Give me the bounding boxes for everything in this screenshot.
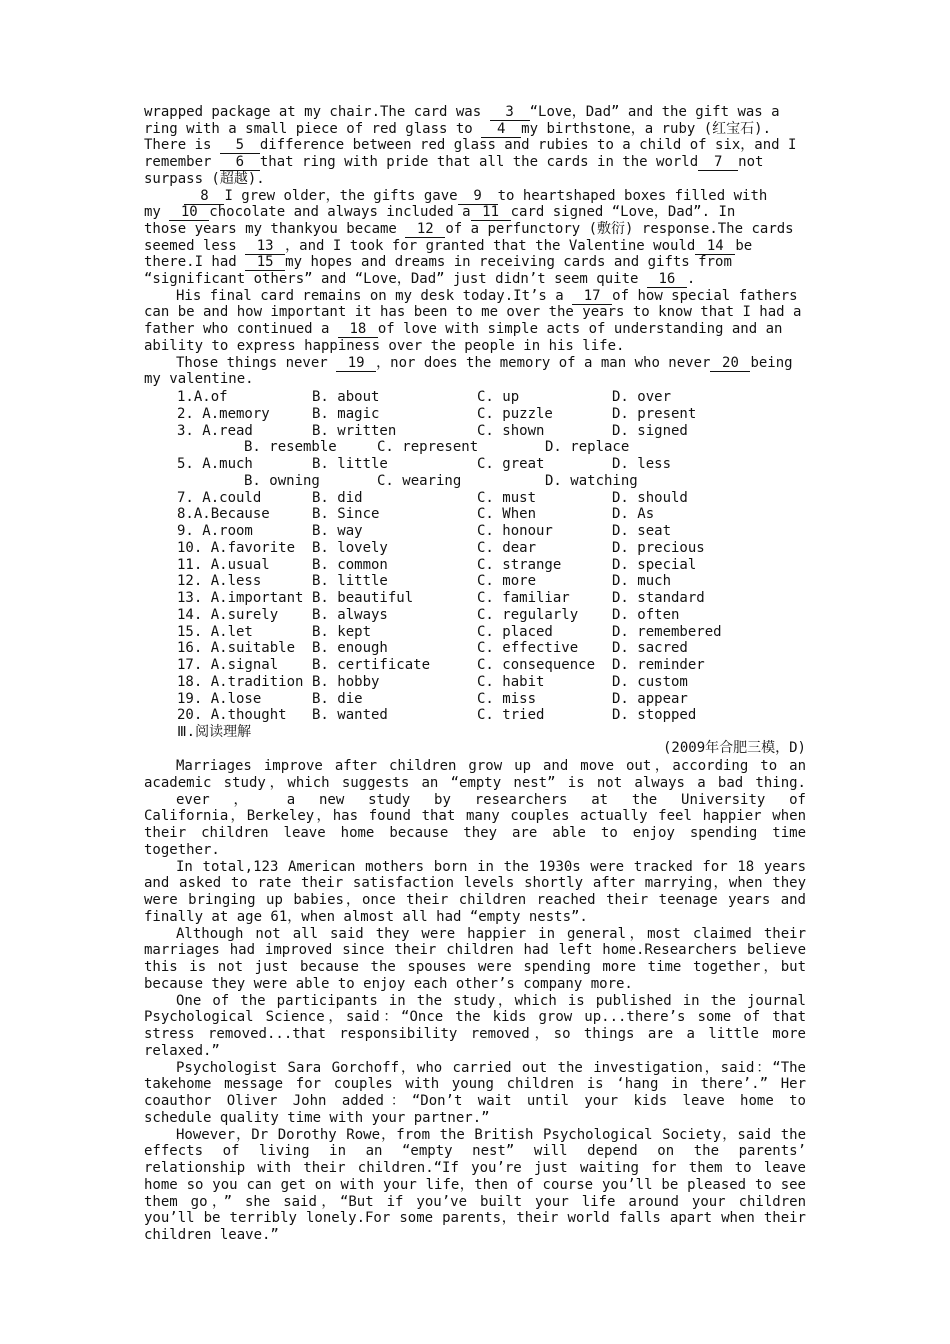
option-a: 19. A.lose [177, 690, 262, 707]
option-d: D. much [612, 573, 672, 590]
passage-text: “Love，Dad” and the gift was a [529, 104, 780, 120]
option-d: D. should [612, 489, 688, 506]
passage-text: my [144, 204, 161, 221]
option-c: C. wearing [377, 472, 462, 489]
passage-line [144, 204, 806, 221]
option-c: C. When [477, 506, 537, 523]
option-row [177, 439, 817, 456]
option-b: B. lovely [312, 539, 388, 556]
answer-blank: 20 [710, 356, 750, 372]
answer-blank: 6 [220, 155, 260, 171]
option-row [177, 707, 817, 724]
passage-text: ability to express happiness over the people in his life. [144, 337, 625, 354]
option-d: D. replace [545, 439, 630, 456]
answer-blank: 18 [338, 322, 378, 338]
passage-text: of how special fathers [612, 287, 798, 304]
option-b: B. did [312, 489, 363, 506]
option-row [177, 456, 817, 473]
option-c: C. honour [477, 523, 553, 539]
option-b: B. always [312, 606, 388, 623]
passage-text: can be and how important it has been to me over the years to know that I had a [144, 304, 802, 321]
option-a: 14. A.surely [177, 606, 279, 623]
passage-text: my birthstone，a ruby (红宝石). [521, 120, 772, 137]
option-b: B. little [312, 456, 388, 472]
option-c: C. shown [477, 422, 545, 439]
option-b: B. common [312, 556, 388, 573]
option-a: 3. A.read [177, 422, 253, 439]
passage-line [144, 171, 806, 188]
reading-line: schedule quality time with your partner.” [144, 1109, 490, 1126]
option-d: D. As [612, 506, 655, 523]
reading-line: this is not just because the spouses were spending more time together，but [144, 959, 806, 975]
option-d: D. precious [612, 539, 705, 556]
answer-blank: 8 [184, 189, 224, 205]
passage-text: ，nor does the memory of a man who never [376, 354, 711, 371]
option-row [177, 657, 817, 674]
option-a: 16. A.suitable [177, 640, 296, 657]
passage-line [144, 338, 806, 355]
passage-line [144, 238, 806, 255]
option-a: 2. A.memory [177, 405, 270, 422]
reading-line: Psychological Science，said：“Once the kids grow up...there’s some of that [144, 1009, 806, 1026]
passage-line [144, 104, 806, 121]
option-c: C. represent [377, 439, 479, 456]
option-c: C. placed [477, 623, 553, 640]
passage-text: ，and I took for granted that the Valentine would [285, 237, 696, 254]
passage-line [144, 137, 806, 154]
passage-text: Those things never [176, 354, 328, 371]
passage-text: of a perfunctory (敷衍) response.The cards [445, 220, 794, 237]
reading-line: their children leave home because they are able to enjoy spending time [144, 825, 806, 841]
passage-line [144, 321, 806, 338]
option-row [177, 691, 817, 708]
reading-line: However，Dr Dorothy Rowe，from the British Psychological Society，said the [176, 1126, 806, 1143]
passage-line [144, 121, 806, 138]
passage-line [144, 254, 806, 271]
option-d: D. less [612, 456, 672, 472]
option-a: 13. A.important [177, 590, 304, 606]
passage-text: remember [144, 154, 212, 171]
answer-blank: 3 [490, 105, 530, 121]
option-c: C. must [477, 489, 537, 506]
option-b: B. magic [312, 405, 380, 422]
answer-blank: 19 [336, 356, 376, 372]
option-b: B. resemble [244, 439, 337, 456]
option-a: 20. A.thought [177, 707, 287, 724]
reading-line: because they were able to enjoy each other’s company more. [144, 975, 633, 992]
option-a: 8.A.Because [177, 506, 270, 523]
reading-line: relationship with their children.“If you’re just waiting for them to leave [144, 1160, 806, 1176]
section-title: Ⅲ.阅读理解 [177, 724, 252, 740]
reading-line: were bringing up babies，once their children reached their teenage years and [144, 892, 806, 908]
passage-text: surpass (超越). [144, 170, 265, 187]
passage-text: there.I had [144, 254, 237, 271]
option-b: B. wanted [312, 707, 388, 724]
option-c: C. dear [477, 539, 537, 556]
option-d: D. appear [612, 690, 688, 707]
option-b: B. enough [312, 640, 388, 657]
option-a: 11. A.usual [177, 556, 270, 573]
reading-line: marriages had improved since their children had left home.Researchers believe [144, 942, 806, 959]
option-a: 12. A.less [177, 573, 262, 590]
passage-text: difference between red glass and rubies to a child of six，and I [259, 137, 797, 154]
option-b: B. about [312, 389, 380, 405]
answer-blank: 14 [695, 239, 735, 255]
passage-line [144, 154, 806, 171]
option-d: D. seat [612, 523, 672, 539]
passage-text: father who continued a [144, 321, 330, 338]
option-c: C. more [477, 573, 537, 590]
answer-blank: 12 [405, 222, 445, 238]
source-note: (2009年合肥三模，D) [662, 740, 806, 756]
option-row [177, 540, 817, 557]
option-c: C. great [477, 456, 545, 472]
option-row [177, 406, 817, 423]
reading-line: finally at age 61，when almost all had “empty nests”. [144, 908, 588, 925]
passage-line [144, 271, 806, 288]
option-d: D. often [612, 606, 680, 623]
option-d: D. signed [612, 422, 688, 439]
passage-text: “significant others” and “Love，Dad” just didn’t seem quite [144, 271, 639, 287]
passage-line [144, 355, 806, 372]
option-row [177, 607, 817, 624]
passage-text: I grew older，the gifts gave [224, 187, 458, 204]
option-d: D. remembered [612, 623, 722, 640]
passage-text: my valentine. [144, 371, 254, 388]
passage-text: card signed “Love，Dad”. In [510, 204, 736, 221]
answer-blank: 11 [471, 205, 511, 221]
passage-text: There is [144, 137, 212, 154]
option-d: D. special [612, 556, 697, 573]
passage-text: chocolate and always included a [209, 204, 471, 221]
option-c: C. consequence [477, 657, 596, 673]
answer-blank: 7 [698, 155, 738, 171]
answer-blank: 4 [481, 122, 521, 138]
option-d: D. over [612, 389, 672, 405]
passage-line [144, 371, 806, 388]
option-b: B. hobby [312, 673, 380, 690]
reading-line: them go，” she said，“But if you’ve built your life around your children [144, 1193, 806, 1210]
option-b: B. written [312, 422, 397, 439]
reading-line: In total,123 American mothers born in the 1930s were tracked for 18 years [176, 858, 806, 875]
option-d: D. reminder [612, 657, 705, 673]
option-row [177, 389, 817, 406]
option-a: 1.A.of [177, 389, 228, 405]
option-c: C. tried [477, 707, 545, 724]
passage-text: His final card remains on my desk today.It’s a [176, 287, 564, 304]
option-row [177, 590, 817, 607]
passage-text: not [738, 154, 764, 171]
option-row [177, 557, 817, 574]
option-row [177, 573, 817, 590]
answer-blank: 5 [220, 138, 260, 154]
option-a: 9. A.room [177, 523, 253, 539]
option-d: D. standard [612, 590, 705, 606]
passage-line [144, 188, 806, 205]
reading-line: relaxed.” [144, 1042, 220, 1059]
passage-line [144, 304, 806, 321]
reading-line: One of the participants in the study，which is published in the journal [176, 992, 806, 1009]
option-c: C. puzzle [477, 405, 553, 422]
option-c: C. effective [477, 640, 579, 657]
reading-line: takehome message for couples with young children is ‘hang in there’.” Her [144, 1076, 806, 1093]
option-b: B. Since [312, 506, 380, 523]
reading-line: coauthor Oliver John added：“Don’t wait until your kids leave home to [144, 1093, 806, 1109]
option-row [177, 624, 817, 641]
reading-line: children leave.” [144, 1227, 279, 1243]
reading-line: you’ll be terribly lonely.For some parents，their world falls apart when their [144, 1210, 806, 1227]
option-d: D. watching [545, 472, 638, 489]
answer-blank: 13 [245, 239, 285, 255]
answer-blank: 9 [458, 189, 498, 205]
option-b: B. certificate [312, 657, 431, 673]
option-d: D. present [612, 405, 697, 422]
option-b: B. owning [244, 472, 320, 489]
option-row [177, 490, 817, 507]
passage-text: of love with simple acts of understanding and an [377, 321, 783, 338]
answer-blank: 17 [572, 289, 612, 305]
reading-line: Marriages improve after children grow up and move out，according to an [176, 758, 806, 774]
answer-blank: 10 [169, 205, 209, 221]
passage-text: wrapped package at my chair.The card was [144, 104, 482, 120]
option-b: B. way [312, 523, 363, 539]
option-a: 7. A.could [177, 489, 262, 506]
reading-line: together. [144, 841, 220, 858]
option-a: 10. A.favorite [177, 539, 296, 556]
option-c: C. familiar [477, 590, 570, 606]
reading-line: effects of living in an “empty nest” will depend on the parents’ [144, 1143, 806, 1160]
option-a: 18. A.tradition [177, 673, 304, 690]
answer-blank: 15 [245, 255, 285, 271]
reading-line: home so you can get on with your life，then of course you’ll be pleased to see [144, 1176, 806, 1193]
reading-line: Although not all said they were happier in general，most claimed their [176, 925, 806, 942]
reading-line: academic study，which suggests an “empty nest” is not always a bad thing. [144, 774, 806, 791]
option-a: 5. A.much [177, 456, 253, 472]
option-c: C. regularly [477, 606, 579, 623]
option-a: 15. A.let [177, 623, 253, 640]
option-row [177, 523, 817, 540]
passage-text: that ring with pride that all the cards in the world [259, 154, 699, 171]
passage-text: being [750, 354, 793, 371]
option-c: C. strange [477, 556, 562, 573]
option-row [177, 423, 817, 440]
option-row [177, 473, 817, 490]
reading-line: ever ， a new study by researchers at the University of [176, 791, 806, 808]
option-b: B. die [312, 690, 363, 707]
passage-text: those years my thankyou became [144, 220, 397, 237]
reading-line: Psychologist Sara Gorchoff，who carried out the investigation，said：“The [176, 1059, 806, 1076]
passage-text: be [735, 237, 753, 254]
option-row [177, 640, 817, 657]
reading-line: and asked to rate their satisfaction levels shortly after marrying，when they [144, 875, 806, 892]
reading-line: stress removed...that responsibility removed，so things are a little more [144, 1026, 806, 1042]
reading-line: California，Berkeley，has found that many couples actually feel happier when [144, 808, 806, 825]
option-row [177, 674, 817, 691]
option-b: B. kept [312, 623, 372, 640]
option-c: C. up [477, 389, 520, 405]
passage-text: . [686, 271, 696, 287]
passage-text: seemed less [144, 237, 237, 254]
option-a: 17. A.signal [177, 657, 279, 673]
option-d: D. sacred [612, 640, 688, 657]
passage-line [144, 221, 806, 238]
option-b: B. beautiful [312, 590, 414, 606]
passage-text: ring with a small piece of red glass to [144, 120, 473, 137]
passage-text: to heartshaped boxes filled with [497, 187, 768, 204]
option-d: D. custom [612, 673, 688, 690]
passage-text: my hopes and dreams in receiving cards and gifts from [285, 254, 732, 271]
option-c: C. miss [477, 690, 537, 707]
passage-line [144, 288, 806, 305]
option-b: B. little [312, 573, 388, 590]
answer-blank: 16 [647, 272, 687, 288]
option-row [177, 506, 817, 523]
option-d: D. stopped [612, 707, 697, 724]
option-c: C. habit [477, 673, 545, 690]
